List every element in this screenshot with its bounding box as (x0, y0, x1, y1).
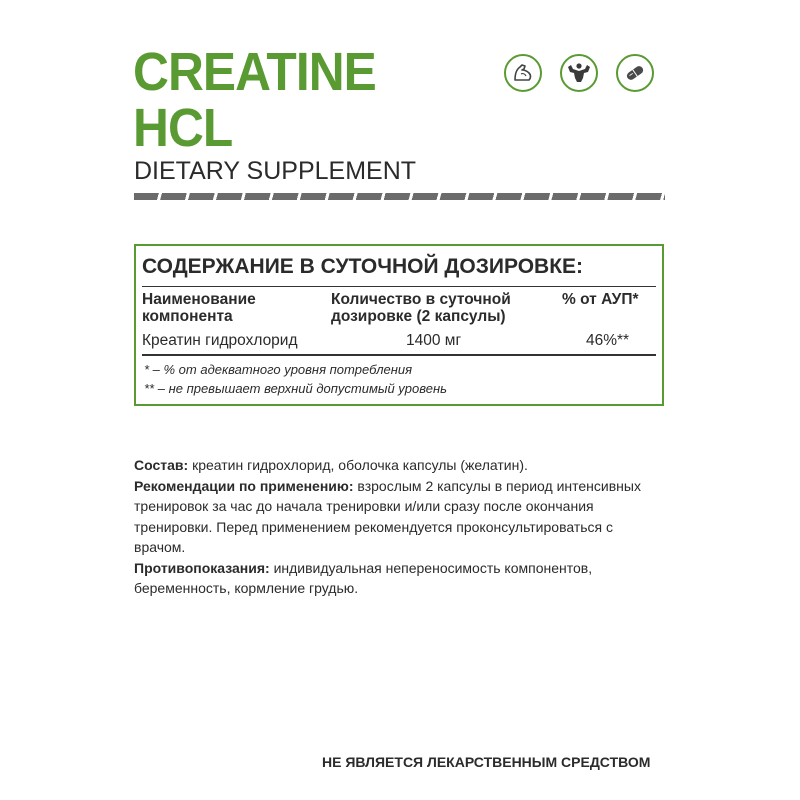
row-component-name: Креатин гидрохлорид (142, 332, 298, 349)
header-component-name: Наименование компонента (142, 291, 256, 325)
decorative-stripe (134, 193, 665, 200)
product-title-line1: CREATINE (133, 42, 376, 102)
recommendations (134, 476, 654, 558)
bodybuilder-icon (560, 54, 598, 92)
product-info (134, 455, 654, 599)
flexed-arm-icon (504, 54, 542, 92)
product-title-line2: HCL (133, 98, 233, 158)
row-quantity: 1400 мг (406, 332, 462, 349)
composition-text: креатин гидрохлорид, оболочка капсулы (желатин). (188, 457, 528, 473)
contraindications-label: Противопоказания: (134, 559, 270, 576)
row-percent: 46%** (586, 332, 630, 349)
capsule-icon (616, 54, 654, 92)
nutrition-table (134, 244, 664, 406)
product-subtitle: DIETARY SUPPLEMENT (134, 157, 417, 185)
contraindications (134, 558, 654, 599)
composition (134, 455, 654, 476)
table-divider-bottom (142, 354, 656, 356)
header-percent-aup: % от АУП* (562, 291, 639, 308)
contraindications-text: индивидуальная непереносимость компонентов, беременность, кормление грудью. (134, 559, 593, 596)
table-divider (142, 286, 656, 287)
composition-label: Состав: (134, 457, 189, 473)
feature-icons (504, 54, 654, 92)
header-daily-quantity: Количество в суточной дозировке (2 капсулы) (331, 291, 511, 325)
product-title (133, 44, 376, 156)
recommendations-text: взрослым 2 капсулы в период интенсивных тренировок за час до начала тренировки и/или сразу после окончания тренировки. Перед применением рекомендуется проконсультироваться с врачом. (134, 477, 641, 555)
recommendations-label: Рекомендации по применению: (134, 477, 354, 494)
footnote: * – % от адекватного уровня потребления (144, 362, 413, 377)
table-title: СОДЕРЖАНИЕ В СУТОЧНОЙ ДОЗИРОВКЕ: (142, 255, 584, 278)
disclaimer: НЕ ЯВЛЯЕТСЯ ЛЕКАРСТВЕННЫМ СРЕДСТВОМ (322, 754, 651, 770)
footnote: ** – не превышает верхний допустимый уровень (144, 381, 447, 396)
